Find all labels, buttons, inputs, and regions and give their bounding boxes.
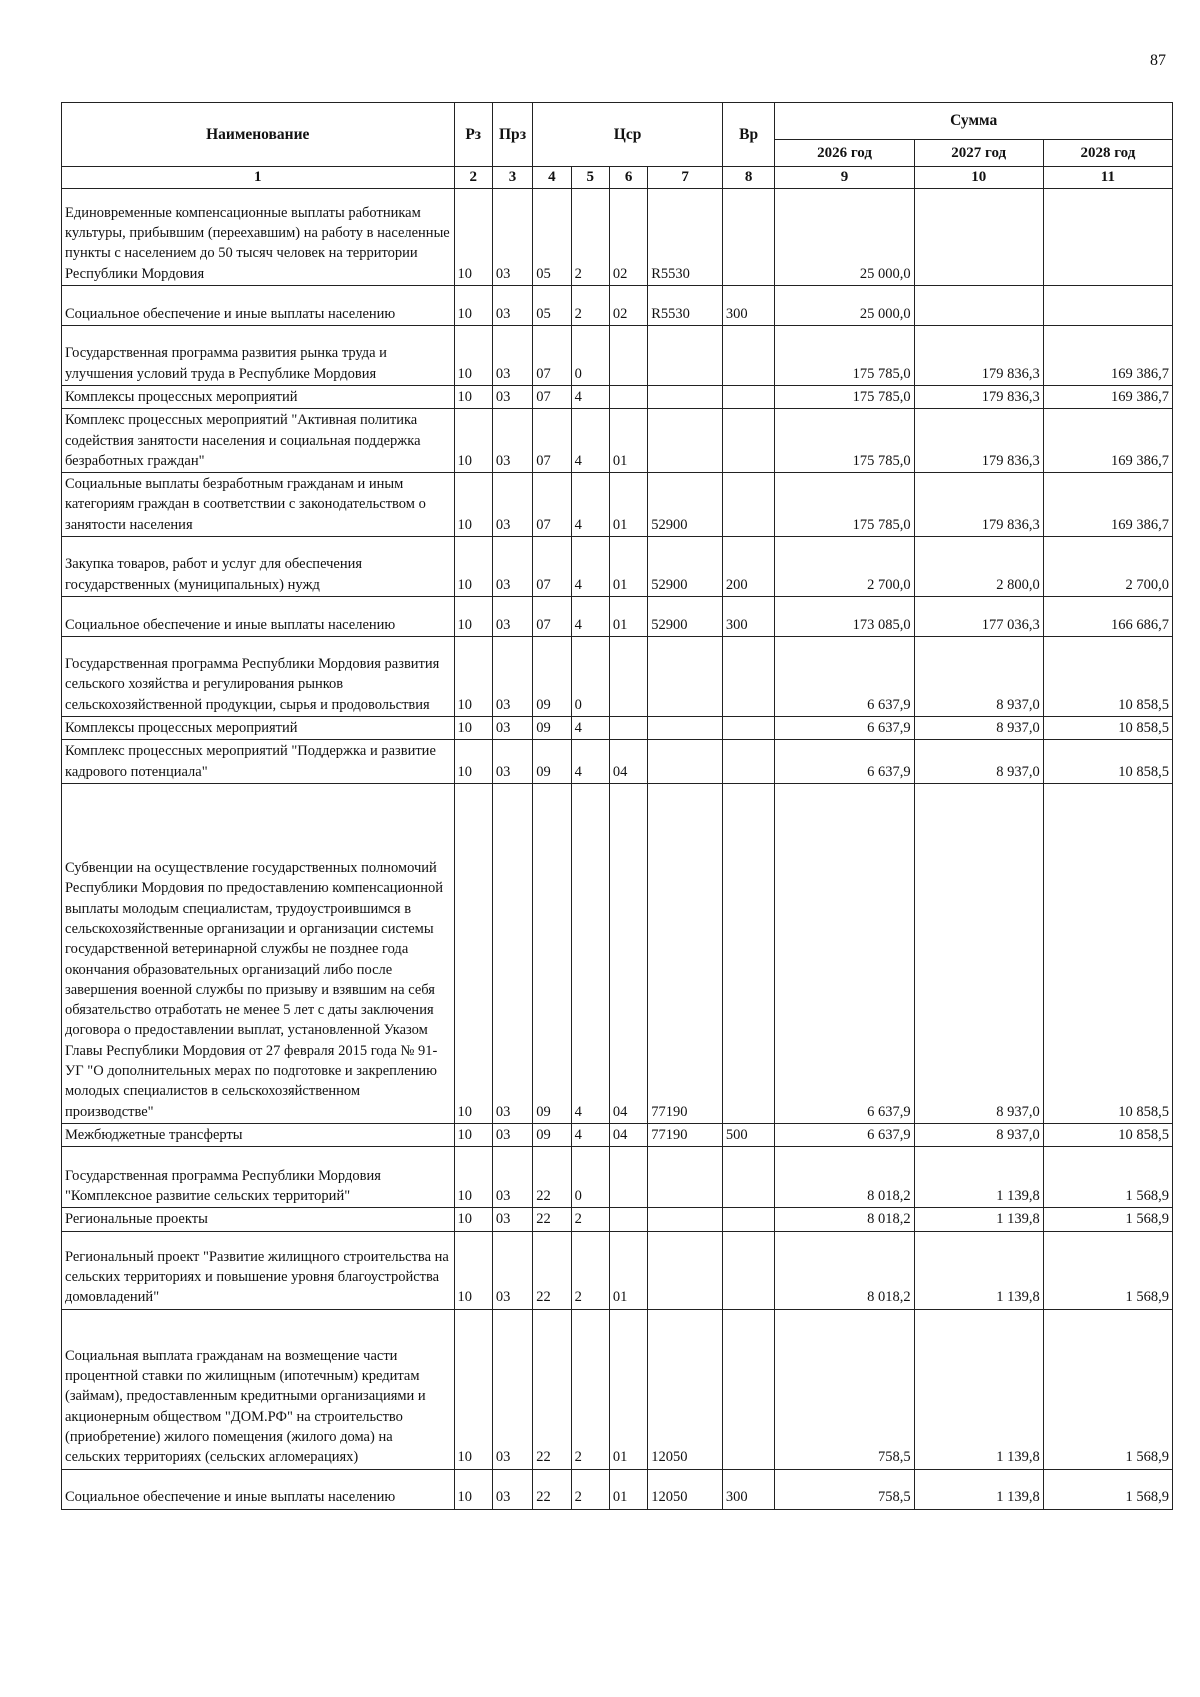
row-vr bbox=[722, 637, 774, 717]
row-prz: 03 bbox=[492, 1309, 532, 1469]
row-sum-2028: 1 568,9 bbox=[1043, 1231, 1172, 1309]
table-row bbox=[62, 637, 1173, 717]
row-prz: 03 bbox=[492, 409, 532, 473]
row-csr-program: 09 bbox=[533, 637, 571, 717]
row-sum-2027: 1 139,8 bbox=[914, 1208, 1043, 1231]
row-vr: 500 bbox=[722, 1123, 774, 1146]
row-name: Социальное обеспечение и иные выплаты населению bbox=[62, 286, 455, 326]
table-row bbox=[62, 1469, 1173, 1509]
row-csr-element: 04 bbox=[609, 1123, 647, 1146]
row-sum-2028: 1 568,9 bbox=[1043, 1309, 1172, 1469]
row-csr-direction bbox=[648, 1208, 723, 1231]
row-csr-program: 22 bbox=[533, 1208, 571, 1231]
row-csr-direction bbox=[648, 386, 723, 409]
row-csr-direction: R5530 bbox=[648, 189, 723, 286]
row-csr-direction: 77190 bbox=[648, 783, 723, 1123]
row-sum-2027: 1 139,8 bbox=[914, 1469, 1043, 1509]
row-sum-2027: 179 836,3 bbox=[914, 386, 1043, 409]
table-row bbox=[62, 740, 1173, 784]
row-csr-direction: 12050 bbox=[648, 1469, 723, 1509]
row-sum-2028: 169 386,7 bbox=[1043, 409, 1172, 473]
row-csr-program: 07 bbox=[533, 597, 571, 637]
row-prz: 03 bbox=[492, 1123, 532, 1146]
row-csr-program: 09 bbox=[533, 1123, 571, 1146]
row-vr: 200 bbox=[722, 537, 774, 597]
row-csr-direction bbox=[648, 409, 723, 473]
row-csr-type: 2 bbox=[571, 1208, 609, 1231]
row-rz: 10 bbox=[454, 1123, 492, 1146]
row-prz: 03 bbox=[492, 783, 532, 1123]
table-row bbox=[62, 409, 1173, 473]
row-name: Комплексы процессных мероприятий bbox=[62, 717, 455, 740]
row-csr-direction: 52900 bbox=[648, 597, 723, 637]
row-csr-direction bbox=[648, 1231, 723, 1309]
header-name: Наименование bbox=[62, 103, 455, 167]
row-vr bbox=[722, 1147, 774, 1208]
row-sum-2028: 10 858,5 bbox=[1043, 1123, 1172, 1146]
row-csr-direction: 77190 bbox=[648, 1123, 723, 1146]
row-rz: 10 bbox=[454, 1147, 492, 1208]
column-number: 5 bbox=[571, 167, 609, 189]
header-sum: Сумма bbox=[775, 103, 1173, 140]
row-name: Государственная программа Республики Мордовия "Комплексное развитие сельских территорий" bbox=[62, 1147, 455, 1208]
row-rz: 10 bbox=[454, 740, 492, 784]
row-csr-type: 4 bbox=[571, 597, 609, 637]
row-rz: 10 bbox=[454, 783, 492, 1123]
row-sum-2027: 179 836,3 bbox=[914, 473, 1043, 537]
row-sum-2026: 173 085,0 bbox=[775, 597, 914, 637]
row-sum-2026: 758,5 bbox=[775, 1309, 914, 1469]
row-prz: 03 bbox=[492, 1469, 532, 1509]
column-number: 6 bbox=[609, 167, 647, 189]
row-prz: 03 bbox=[492, 386, 532, 409]
row-csr-program: 07 bbox=[533, 409, 571, 473]
row-prz: 03 bbox=[492, 637, 532, 717]
row-rz: 10 bbox=[454, 473, 492, 537]
row-csr-element bbox=[609, 717, 647, 740]
row-sum-2027 bbox=[914, 286, 1043, 326]
row-name: Государственная программа развития рынка труда и улучшения условий труда в Республике Мордовия bbox=[62, 326, 455, 386]
row-csr-type: 4 bbox=[571, 717, 609, 740]
row-sum-2028: 166 686,7 bbox=[1043, 597, 1172, 637]
row-csr-program: 22 bbox=[533, 1309, 571, 1469]
row-name: Государственная программа Республики Мордовия развития сельского хозяйства и регулирования рынков сельскохозяйственной продукции, сырья и продовольствия bbox=[62, 637, 455, 717]
row-csr-direction bbox=[648, 1147, 723, 1208]
row-sum-2026: 2 700,0 bbox=[775, 537, 914, 597]
column-number: 8 bbox=[722, 167, 774, 189]
row-csr-element bbox=[609, 637, 647, 717]
row-rz: 10 bbox=[454, 637, 492, 717]
row-name: Закупка товаров, работ и услуг для обеспечения государственных (муниципальных) нужд bbox=[62, 537, 455, 597]
row-csr-element: 04 bbox=[609, 783, 647, 1123]
row-vr bbox=[722, 740, 774, 784]
row-prz: 03 bbox=[492, 537, 532, 597]
row-vr: 300 bbox=[722, 597, 774, 637]
row-csr-element: 01 bbox=[609, 473, 647, 537]
row-sum-2028: 1 568,9 bbox=[1043, 1469, 1172, 1509]
header-year-2026: 2026 год bbox=[775, 140, 914, 167]
row-vr bbox=[722, 717, 774, 740]
header-year-2027: 2027 год bbox=[914, 140, 1043, 167]
row-sum-2027: 1 139,8 bbox=[914, 1231, 1043, 1309]
column-number: 2 bbox=[454, 167, 492, 189]
row-sum-2026: 175 785,0 bbox=[775, 473, 914, 537]
row-name: Межбюджетные трансферты bbox=[62, 1123, 455, 1146]
page-number: 87 bbox=[1150, 52, 1166, 69]
row-sum-2026: 758,5 bbox=[775, 1469, 914, 1509]
row-csr-program: 09 bbox=[533, 783, 571, 1123]
row-sum-2027: 1 139,8 bbox=[914, 1309, 1043, 1469]
row-prz: 03 bbox=[492, 1147, 532, 1208]
row-sum-2027: 8 937,0 bbox=[914, 717, 1043, 740]
row-csr-type: 4 bbox=[571, 1123, 609, 1146]
row-sum-2026: 6 637,9 bbox=[775, 740, 914, 784]
row-sum-2028: 10 858,5 bbox=[1043, 717, 1172, 740]
row-vr bbox=[722, 473, 774, 537]
row-sum-2028: 10 858,5 bbox=[1043, 740, 1172, 784]
row-name: Комплекс процессных мероприятий "Поддержка и развитие кадрового потенциала" bbox=[62, 740, 455, 784]
row-sum-2027 bbox=[914, 189, 1043, 286]
row-rz: 10 bbox=[454, 717, 492, 740]
row-prz: 03 bbox=[492, 717, 532, 740]
row-prz: 03 bbox=[492, 326, 532, 386]
table-row bbox=[62, 286, 1173, 326]
row-rz: 10 bbox=[454, 1231, 492, 1309]
row-csr-element bbox=[609, 1147, 647, 1208]
row-sum-2027: 179 836,3 bbox=[914, 409, 1043, 473]
row-name: Социальные выплаты безработным гражданам и иным категориям граждан в соответствии с законодательством о занятости населения bbox=[62, 473, 455, 537]
column-number: 9 bbox=[775, 167, 914, 189]
row-rz: 10 bbox=[454, 1208, 492, 1231]
row-vr bbox=[722, 326, 774, 386]
row-csr-element: 02 bbox=[609, 286, 647, 326]
row-csr-element: 02 bbox=[609, 189, 647, 286]
row-csr-type: 4 bbox=[571, 409, 609, 473]
column-number-row bbox=[62, 167, 1173, 189]
row-csr-type: 0 bbox=[571, 326, 609, 386]
row-sum-2026: 175 785,0 bbox=[775, 326, 914, 386]
row-vr bbox=[722, 189, 774, 286]
row-csr-program: 07 bbox=[533, 386, 571, 409]
row-csr-program: 22 bbox=[533, 1147, 571, 1208]
row-sum-2026: 25 000,0 bbox=[775, 189, 914, 286]
row-sum-2027: 1 139,8 bbox=[914, 1147, 1043, 1208]
row-sum-2028 bbox=[1043, 286, 1172, 326]
row-csr-direction: 12050 bbox=[648, 1309, 723, 1469]
header-prz: Прз bbox=[492, 103, 532, 167]
header-year-2028: 2028 год bbox=[1043, 140, 1172, 167]
row-rz: 10 bbox=[454, 189, 492, 286]
header-csr: Цср bbox=[533, 103, 723, 167]
row-vr bbox=[722, 386, 774, 409]
row-csr-direction: R5530 bbox=[648, 286, 723, 326]
table-row bbox=[62, 1208, 1173, 1231]
row-csr-program: 05 bbox=[533, 189, 571, 286]
row-sum-2028 bbox=[1043, 189, 1172, 286]
table-row bbox=[62, 386, 1173, 409]
row-csr-element: 01 bbox=[609, 1309, 647, 1469]
table-row bbox=[62, 189, 1173, 286]
row-name: Комплексы процессных мероприятий bbox=[62, 386, 455, 409]
row-sum-2026: 6 637,9 bbox=[775, 637, 914, 717]
table-row bbox=[62, 1123, 1173, 1146]
row-sum-2026: 6 637,9 bbox=[775, 783, 914, 1123]
row-csr-type: 4 bbox=[571, 783, 609, 1123]
row-sum-2027: 177 036,3 bbox=[914, 597, 1043, 637]
row-csr-type: 4 bbox=[571, 740, 609, 784]
row-csr-program: 09 bbox=[533, 740, 571, 784]
row-csr-element: 04 bbox=[609, 740, 647, 784]
table-row bbox=[62, 473, 1173, 537]
row-csr-element: 01 bbox=[609, 1231, 647, 1309]
row-prz: 03 bbox=[492, 597, 532, 637]
row-sum-2026: 6 637,9 bbox=[775, 717, 914, 740]
row-sum-2028: 10 858,5 bbox=[1043, 637, 1172, 717]
row-prz: 03 bbox=[492, 286, 532, 326]
table-row bbox=[62, 537, 1173, 597]
row-prz: 03 bbox=[492, 189, 532, 286]
table-row bbox=[62, 783, 1173, 1123]
column-number: 11 bbox=[1043, 167, 1172, 189]
header-vr: Вр bbox=[722, 103, 774, 167]
budget-table bbox=[61, 102, 1173, 1510]
row-csr-type: 2 bbox=[571, 1469, 609, 1509]
row-prz: 03 bbox=[492, 473, 532, 537]
row-sum-2028: 1 568,9 bbox=[1043, 1147, 1172, 1208]
column-number: 7 bbox=[648, 167, 723, 189]
row-name: Субвенции на осуществление государственных полномочий Республики Мордовия по предоставлению компенсационной выплаты молодым специалистам, трудоустроившимся в сельскохозяйственные организации и организации системы государственной ветеринарной службы не позднее года окончания образовательных организаций либо после завершения военной службы по призыву и взявшим на себя обязательство отработать не менее 5 лет с даты заключения договора о предоставлении выплат, установленной Указом Главы Республики Мордовия от 27 февраля 2015 года № 91-УГ "О дополнительных мерах по подготовке и закреплению молодых специалистов в сельскохозяйственном производстве" bbox=[62, 783, 455, 1123]
row-csr-type: 2 bbox=[571, 1231, 609, 1309]
row-vr bbox=[722, 409, 774, 473]
row-vr bbox=[722, 1309, 774, 1469]
column-number: 4 bbox=[533, 167, 571, 189]
row-csr-program: 07 bbox=[533, 326, 571, 386]
row-csr-program: 22 bbox=[533, 1231, 571, 1309]
row-csr-type: 4 bbox=[571, 537, 609, 597]
table-row bbox=[62, 1231, 1173, 1309]
table-row bbox=[62, 1147, 1173, 1208]
row-csr-program: 07 bbox=[533, 473, 571, 537]
row-csr-program: 09 bbox=[533, 717, 571, 740]
column-number: 3 bbox=[492, 167, 532, 189]
row-sum-2028: 169 386,7 bbox=[1043, 386, 1172, 409]
row-name: Региональный проект "Развитие жилищного строительства на сельских территориях и повышение уровня благоустройства домовладений" bbox=[62, 1231, 455, 1309]
row-sum-2028: 10 858,5 bbox=[1043, 783, 1172, 1123]
row-sum-2028: 169 386,7 bbox=[1043, 326, 1172, 386]
table-body bbox=[62, 189, 1173, 1510]
row-csr-type: 4 bbox=[571, 386, 609, 409]
row-rz: 10 bbox=[454, 1469, 492, 1509]
row-sum-2027: 2 800,0 bbox=[914, 537, 1043, 597]
row-sum-2027: 8 937,0 bbox=[914, 637, 1043, 717]
row-sum-2026: 8 018,2 bbox=[775, 1231, 914, 1309]
row-rz: 10 bbox=[454, 537, 492, 597]
row-name: Социальная выплата гражданам на возмещение части процентной ставки по жилищным (ипотечным) кредитам (займам), предоставленным кредитными организациями и акционерным обществом "ДОМ.РФ" на строительство (приобретение) жилого помещения (жилого дома) на сельских территориях (сельских агломерациях) bbox=[62, 1309, 455, 1469]
row-csr-type: 0 bbox=[571, 637, 609, 717]
column-number: 1 bbox=[62, 167, 455, 189]
row-csr-direction: 52900 bbox=[648, 473, 723, 537]
row-sum-2028: 2 700,0 bbox=[1043, 537, 1172, 597]
row-sum-2026: 8 018,2 bbox=[775, 1208, 914, 1231]
row-prz: 03 bbox=[492, 1208, 532, 1231]
row-csr-program: 07 bbox=[533, 537, 571, 597]
row-csr-type: 2 bbox=[571, 1309, 609, 1469]
row-name: Единовременные компенсационные выплаты работникам культуры, прибывшим (переехавшим) на работу в населенные пункты с населением до 50 тысяч человек на территории Республики Мордовия bbox=[62, 189, 455, 286]
table-row bbox=[62, 717, 1173, 740]
row-sum-2026: 6 637,9 bbox=[775, 1123, 914, 1146]
row-sum-2026: 175 785,0 bbox=[775, 386, 914, 409]
row-csr-program: 22 bbox=[533, 1469, 571, 1509]
row-rz: 10 bbox=[454, 286, 492, 326]
row-rz: 10 bbox=[454, 1309, 492, 1469]
row-csr-element bbox=[609, 326, 647, 386]
row-csr-direction: 52900 bbox=[648, 537, 723, 597]
row-name: Региональные проекты bbox=[62, 1208, 455, 1231]
row-sum-2026: 175 785,0 bbox=[775, 409, 914, 473]
row-sum-2026: 8 018,2 bbox=[775, 1147, 914, 1208]
row-prz: 03 bbox=[492, 1231, 532, 1309]
row-rz: 10 bbox=[454, 597, 492, 637]
row-csr-type: 0 bbox=[571, 1147, 609, 1208]
table-row bbox=[62, 326, 1173, 386]
row-rz: 10 bbox=[454, 409, 492, 473]
row-vr: 300 bbox=[722, 1469, 774, 1509]
row-name: Социальное обеспечение и иные выплаты населению bbox=[62, 1469, 455, 1509]
row-sum-2028: 169 386,7 bbox=[1043, 473, 1172, 537]
table-row bbox=[62, 1309, 1173, 1469]
row-rz: 10 bbox=[454, 326, 492, 386]
row-vr bbox=[722, 1208, 774, 1231]
row-csr-direction bbox=[648, 326, 723, 386]
row-csr-element bbox=[609, 386, 647, 409]
row-csr-element bbox=[609, 1208, 647, 1231]
row-sum-2027: 8 937,0 bbox=[914, 1123, 1043, 1146]
row-csr-program: 05 bbox=[533, 286, 571, 326]
row-csr-element: 01 bbox=[609, 537, 647, 597]
row-csr-type: 2 bbox=[571, 286, 609, 326]
row-vr: 300 bbox=[722, 286, 774, 326]
row-name: Социальное обеспечение и иные выплаты населению bbox=[62, 597, 455, 637]
row-prz: 03 bbox=[492, 740, 532, 784]
row-csr-element: 01 bbox=[609, 409, 647, 473]
table-row bbox=[62, 597, 1173, 637]
row-vr bbox=[722, 783, 774, 1123]
row-name: Комплекс процессных мероприятий "Активная политика содействия занятости населения и социальная поддержка безработных граждан" bbox=[62, 409, 455, 473]
row-sum-2027: 8 937,0 bbox=[914, 740, 1043, 784]
row-rz: 10 bbox=[454, 386, 492, 409]
row-csr-type: 4 bbox=[571, 473, 609, 537]
row-sum-2027: 179 836,3 bbox=[914, 326, 1043, 386]
row-csr-element: 01 bbox=[609, 597, 647, 637]
row-csr-type: 2 bbox=[571, 189, 609, 286]
row-vr bbox=[722, 1231, 774, 1309]
row-csr-direction bbox=[648, 740, 723, 784]
header-rz: Рз bbox=[454, 103, 492, 167]
row-sum-2027: 8 937,0 bbox=[914, 783, 1043, 1123]
row-sum-2026: 25 000,0 bbox=[775, 286, 914, 326]
row-sum-2028: 1 568,9 bbox=[1043, 1208, 1172, 1231]
row-csr-direction bbox=[648, 717, 723, 740]
column-number: 10 bbox=[914, 167, 1043, 189]
row-csr-direction bbox=[648, 637, 723, 717]
row-csr-element: 01 bbox=[609, 1469, 647, 1509]
